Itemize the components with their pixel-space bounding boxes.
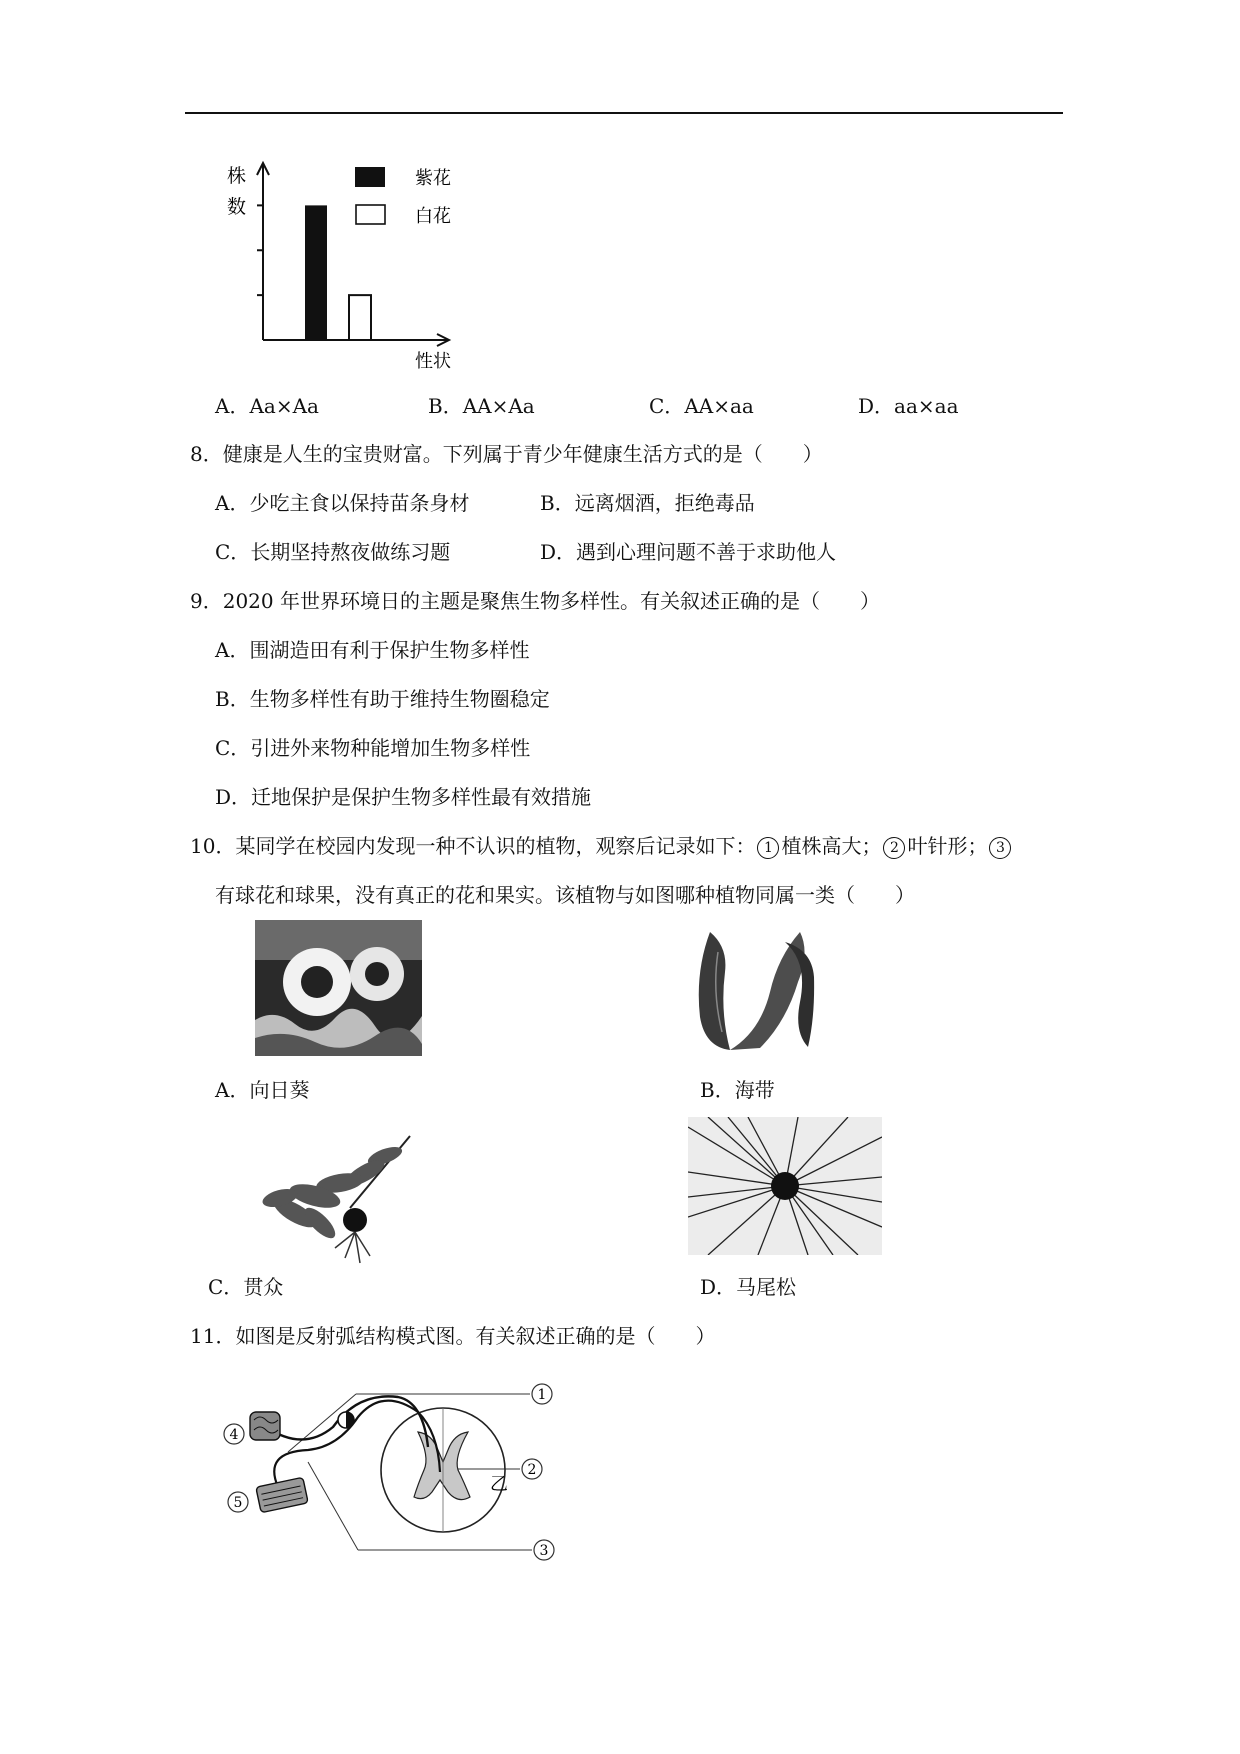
option-letter: C． <box>649 394 685 418</box>
option-letter: A． <box>215 394 250 418</box>
option-text: 少吃主食以保持苗条身材 <box>249 491 470 515</box>
label-1: 1 <box>537 1387 547 1403</box>
option-text: 向日葵 <box>249 1078 310 1102</box>
option-text: AA×Aa <box>462 394 535 418</box>
question-text: 健康是人生的宝贵财富。下列属于青少年健康生活方式的是（ ） <box>222 442 823 466</box>
reflex-arc-svg <box>218 1372 568 1572</box>
y-axis-label-char1: 株 <box>227 165 247 187</box>
option-letter: C． <box>215 540 251 564</box>
legend-swatch-purple <box>355 167 385 187</box>
masson-pine-photo[interactable] <box>688 1117 882 1255</box>
option-text: 遇到心理问题不善于求助他人 <box>576 540 837 564</box>
q10-option-c[interactable] <box>208 1274 283 1300</box>
option-text: Aa×Aa <box>249 394 319 418</box>
q8-option-a[interactable] <box>215 490 469 516</box>
q7-option-b[interactable] <box>428 393 535 419</box>
fern-photo[interactable] <box>260 1128 425 1268</box>
fern-image <box>260 1128 425 1268</box>
label-yi: 乙 <box>490 1474 508 1495</box>
option-text: AA×aa <box>684 394 754 418</box>
question-number: 9． <box>190 589 223 613</box>
option-letter: D． <box>215 785 252 809</box>
kelp-image <box>690 922 820 1057</box>
bar-chart-svg <box>215 155 465 375</box>
q10-option-a[interactable] <box>215 1077 309 1103</box>
question-text: 植株高大； <box>781 834 882 858</box>
option-letter: B． <box>428 394 463 418</box>
option-text: 迁地保护是保护生物多样性最有效措施 <box>251 785 592 809</box>
y-axis-label-char2: 数 <box>227 196 247 218</box>
circled-number-2: 2 <box>883 837 905 859</box>
q7-option-c[interactable] <box>649 393 754 419</box>
q9-option-d[interactable] <box>215 784 591 810</box>
q9-option-b[interactable] <box>215 686 550 712</box>
q8-option-d[interactable] <box>540 539 836 565</box>
header-rule <box>185 112 1063 114</box>
option-text: 引进外来物种能增加生物多样性 <box>250 736 531 760</box>
flower-color-bar-chart <box>215 155 465 375</box>
option-letter: D． <box>540 540 577 564</box>
q11-stem <box>190 1323 715 1349</box>
circled-number-1: 1 <box>757 837 779 859</box>
option-letter: D． <box>858 394 895 418</box>
option-text: aa×aa <box>894 394 959 418</box>
option-text: 长期坚持熬夜做练习题 <box>250 540 451 564</box>
question-text: 叶针形； <box>907 834 988 858</box>
option-text: 海带 <box>734 1078 775 1102</box>
circled-number-3: 3 <box>989 837 1011 859</box>
q10-option-d[interactable] <box>700 1274 796 1300</box>
option-letter: A． <box>215 491 250 515</box>
reflex-arc-diagram <box>218 1372 568 1572</box>
option-letter: B． <box>540 491 575 515</box>
q9-option-a[interactable] <box>215 637 529 663</box>
label-5: 5 <box>233 1495 243 1511</box>
option-letter: B． <box>700 1078 735 1102</box>
q9-option-c[interactable] <box>215 735 530 761</box>
option-text: 远离烟酒，拒绝毒品 <box>574 491 755 515</box>
bar-white <box>349 295 371 340</box>
q8-option-b[interactable] <box>540 490 755 516</box>
question-number: 10． <box>190 834 236 858</box>
option-letter: C． <box>215 736 251 760</box>
legend-label-white: 白花 <box>415 206 451 227</box>
option-text: 贯众 <box>243 1275 284 1299</box>
option-letter: D． <box>700 1275 737 1299</box>
q7-option-d[interactable] <box>858 393 959 419</box>
legend-label-purple: 紫花 <box>415 168 451 189</box>
q8-stem <box>190 441 823 467</box>
question-text: 某同学在校园内发现一种不认识的植物，观察后记录如下： <box>235 834 756 858</box>
question-number: 8． <box>190 442 223 466</box>
q10-stem-line2: 有球花和球果，没有真正的花和果实。该植物与如图哪种植物同属一类（ ） <box>215 883 915 907</box>
option-letter: C． <box>208 1275 244 1299</box>
bar-purple <box>305 205 327 340</box>
q10-option-b[interactable] <box>700 1077 775 1103</box>
label-2: 2 <box>527 1462 537 1478</box>
x-axis-label: 性状 <box>415 351 451 372</box>
question-text: 2020 年世界环境日的主题是聚焦生物多样性。有关叙述正确的是（ ） <box>222 589 880 613</box>
option-letter: A． <box>215 1078 250 1102</box>
q9-stem <box>190 588 880 614</box>
option-letter: A． <box>215 638 250 662</box>
option-letter: B． <box>215 687 250 711</box>
q7-option-a[interactable] <box>215 393 319 419</box>
pine-image <box>688 1117 882 1255</box>
q8-option-c[interactable] <box>215 539 450 565</box>
question-text: 如图是反射弧结构模式图。有关叙述正确的是（ ） <box>235 1324 716 1348</box>
kelp-photo[interactable] <box>690 922 820 1057</box>
question-number: 11． <box>190 1324 236 1348</box>
option-text: 围湖造田有利于保护生物多样性 <box>249 638 530 662</box>
sunflower-photo[interactable] <box>255 920 422 1056</box>
label-3: 3 <box>539 1543 549 1559</box>
option-text: 马尾松 <box>736 1275 797 1299</box>
label-4: 4 <box>229 1427 239 1443</box>
sunflower-image <box>255 920 422 1056</box>
option-text: 生物多样性有助于维持生物圈稳定 <box>249 687 550 711</box>
q10-stem-line1 <box>190 833 1013 859</box>
legend-swatch-white <box>356 205 385 224</box>
